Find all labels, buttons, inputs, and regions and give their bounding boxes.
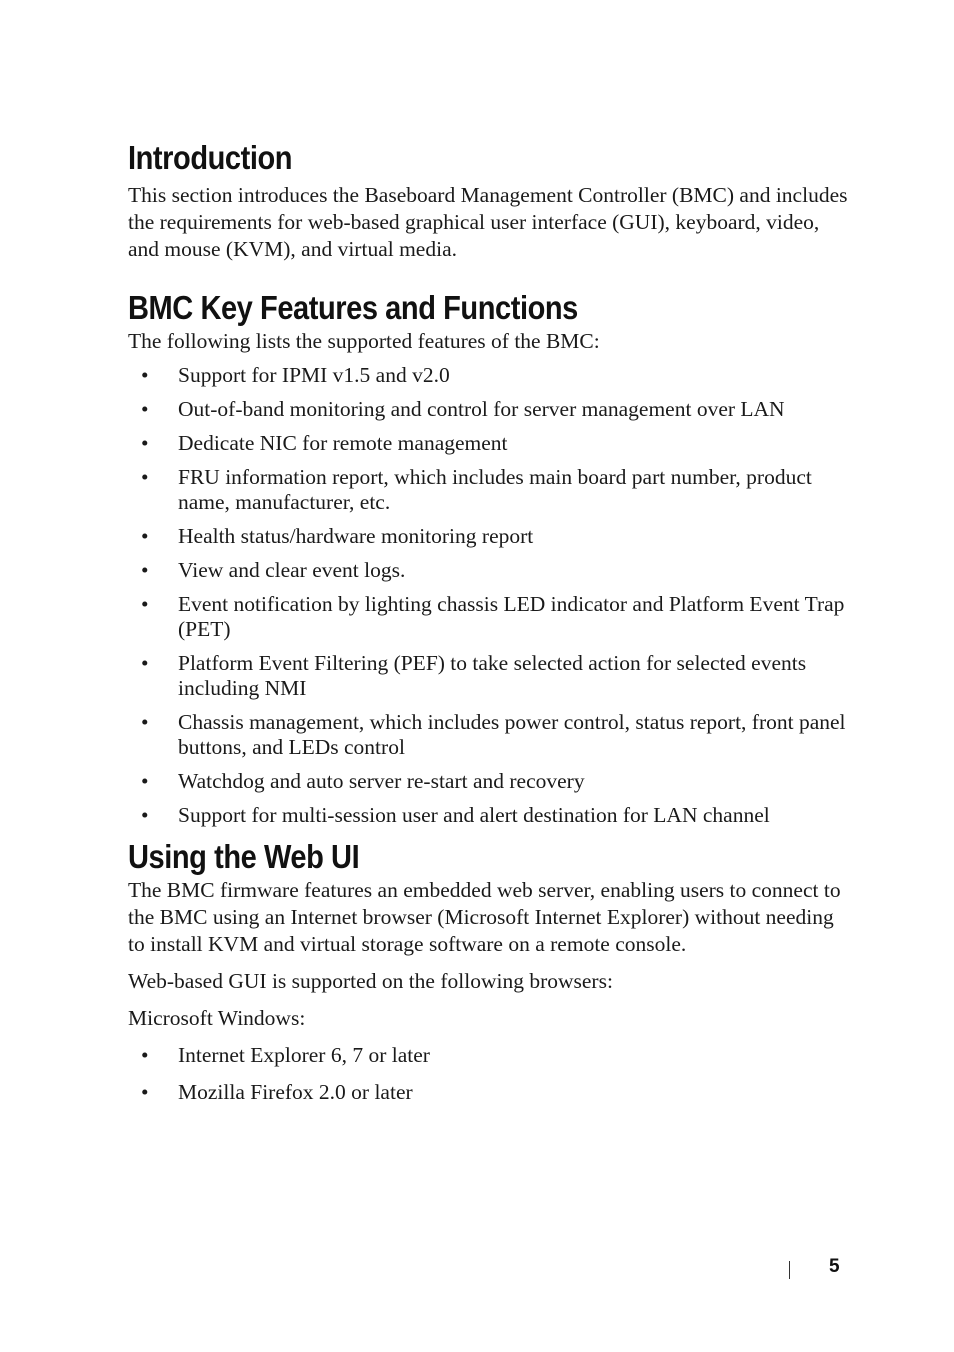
bullet-icon: • [141, 1043, 149, 1067]
web-ui-paragraph: The BMC firmware features an embedded web server, enabling users to connect to the BMC using an Internet browser (Microsoft Internet Explorer) without needing to install KVM and virtual storage software on a remote console. [128, 878, 841, 956]
web-ui-heading: Using the Web UI [128, 838, 360, 875]
bullet-icon: • [141, 651, 149, 675]
browsers-list [128, 1043, 854, 1105]
bullet-icon: • [141, 769, 149, 793]
bullet-icon: • [141, 465, 149, 489]
list-item: • Mozilla Firefox 2.0 or later [141, 1080, 413, 1104]
list-item: • Out-of-band monitoring and control for server management over LAN [141, 397, 785, 421]
bullet-icon: • [141, 710, 149, 734]
list-item: • Health status/hardware monitoring report [141, 524, 534, 548]
bullet-icon: • [141, 363, 149, 387]
list-item: • Event notification by lighting chassis LED indicator and Platform Event Trap (PET) [141, 592, 845, 641]
list-item: • Internet Explorer 6, 7 or later [141, 1043, 430, 1067]
bmc-features-heading: BMC Key Features and Functions [128, 289, 578, 326]
list-item: • Platform Event Filtering (PEF) to take selected action for selected events including NMI [141, 651, 807, 700]
bullet-icon: • [141, 1080, 149, 1104]
list-item: • Watchdog and auto server re-start and recovery [141, 769, 585, 793]
list-item: • Support for multi-session user and alert destination for LAN channel [141, 803, 770, 827]
list-item: • Dedicate NIC for remote management [141, 431, 508, 455]
browsers-lead: Web-based GUI is supported on the following browsers: [128, 969, 613, 993]
page-number: 5 [829, 1256, 840, 1277]
intro-heading: Introduction [128, 139, 293, 176]
bullet-icon: • [141, 558, 149, 582]
document-page [128, 138, 854, 1117]
os-label: Microsoft Windows: [128, 1006, 306, 1030]
bullet-icon: • [141, 592, 149, 616]
list-item: • View and clear event logs. [141, 558, 406, 582]
list-item: • Chassis management, which includes power control, status report, front panel buttons, and LEDs control [141, 710, 846, 759]
list-item: • Support for IPMI v1.5 and v2.0 [141, 363, 450, 387]
bullet-icon: • [141, 803, 149, 827]
bullet-icon: • [141, 431, 149, 455]
list-item: • FRU information report, which includes main board part number, product name, manufacturer, etc. [141, 465, 812, 514]
intro-paragraph: This section introduces the Baseboard Management Controller (BMC) and includes the requirements for web-based graphical user interface (GUI), keyboard, video, and mouse (KVM), and virtual media. [128, 183, 848, 261]
bullet-icon: • [141, 524, 149, 548]
footer-divider [789, 1261, 790, 1279]
bmc-features-list [128, 363, 854, 828]
bullet-icon: • [141, 397, 149, 421]
bmc-features-lead: The following lists the supported features of the BMC: [128, 329, 600, 353]
